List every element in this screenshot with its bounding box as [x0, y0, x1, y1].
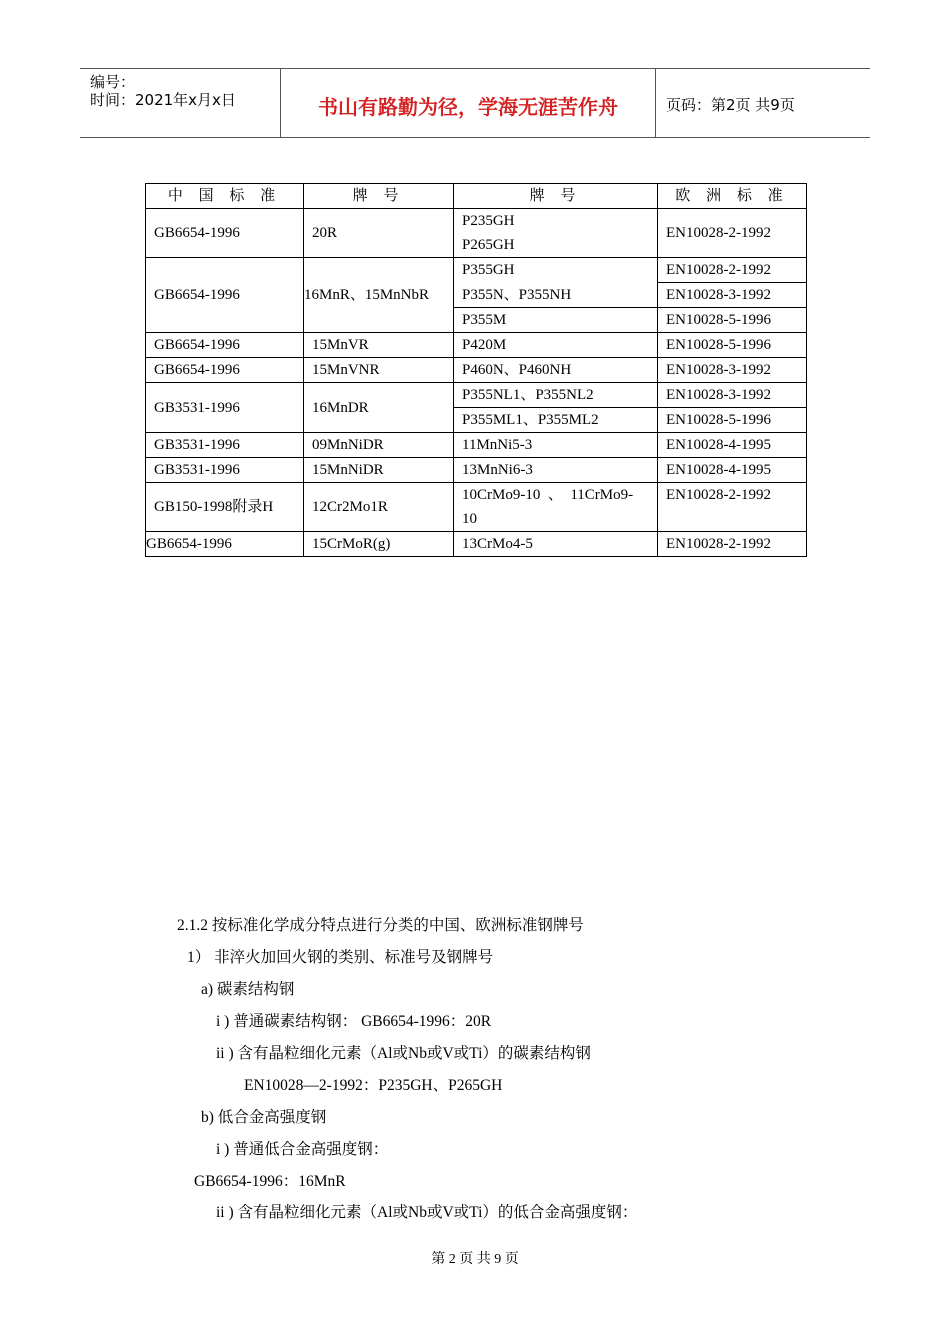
page-footer: 第 2 页 共 9 页	[431, 1252, 519, 1267]
header-page-cell	[656, 69, 870, 137]
subsection-heading: 1） 非淬火加回火钢的类别、标准号及钢牌号	[187, 949, 494, 966]
cn-grade-cell: 15MnNiDR	[304, 458, 454, 483]
item-b-i: i ) 普通低合金高强度钢：	[216, 1141, 389, 1158]
eu-standard-cell: EN10028-2-1992	[658, 483, 807, 532]
cn-standard-cell: GB3531-1996	[146, 383, 304, 433]
cn-grade-cell: 15MnVNR	[304, 358, 454, 383]
eu-grade-cell: 13CrMo4-5	[454, 532, 658, 557]
cn-grade-cell: 15MnVR	[304, 333, 454, 358]
table-row	[146, 209, 807, 234]
standards-table	[145, 183, 807, 557]
table-row	[146, 433, 807, 458]
item-a-i: i ) 普通碳素结构钢： GB6654-1996：20R	[216, 1013, 492, 1030]
cn-standard-cell: GB6654-1996	[146, 532, 304, 557]
eu-grade-cell: P355M	[454, 308, 658, 333]
eu-grade-cell: P355NL1、P355NL2	[454, 383, 658, 408]
cn-grade-cell: 15CrMoR(g)	[304, 532, 454, 557]
cn-standard-cell: GB3531-1996	[146, 458, 304, 483]
cn-grade-cell: 09MnNiDR	[304, 433, 454, 458]
page-header	[80, 68, 870, 138]
eu-standard-cell: EN10028-2-1992	[658, 209, 807, 258]
eu-grade-cell: 11MnNi5-3	[454, 433, 658, 458]
eu-grade-cell: 10CrMo9-10 、 11CrMo9-	[454, 483, 658, 508]
cn-standard-cell: GB6654-1996	[146, 209, 304, 258]
item-a-ii: ii ) 含有晶粒细化元素（Al或Nb或V或Ti）的碳素结构钢	[216, 1045, 591, 1062]
eu-grade-cell: P235GH	[454, 209, 658, 234]
number-label: 编号：	[90, 73, 136, 91]
cn-grade-cell: 16MnDR	[304, 383, 454, 433]
time-label: 时间：2021年x月x日	[90, 91, 236, 109]
eu-grade-cell: P355N、P355NH	[454, 283, 658, 308]
table-row	[146, 258, 807, 283]
cn-grade-cell: 20R	[304, 209, 454, 258]
table-row	[146, 358, 807, 383]
eu-grade-cell: P355ML1、P355ML2	[454, 408, 658, 433]
eu-grade-cell: P460N、P460NH	[454, 358, 658, 383]
eu-standard-cell: EN10028-3-1992	[658, 358, 807, 383]
header-eu-grade: 牌 号	[454, 184, 658, 209]
section-heading: 2.1.2 按标准化学成分特点进行分类的中国、欧洲标准钢牌号	[177, 917, 584, 934]
header-info-cell	[80, 69, 280, 137]
table-row	[146, 532, 807, 557]
eu-grade-cell: 13MnNi6-3	[454, 458, 658, 483]
eu-grade-cell: 10	[454, 507, 658, 532]
header-eu-standard: 欧 洲 标 准	[658, 184, 807, 209]
item-b-ii: ii ) 含有晶粒细化元素（Al或Nb或V或Ti）的低合金高强度钢：	[216, 1204, 638, 1221]
eu-standard-cell: EN10028-4-1995	[658, 433, 807, 458]
cn-standard-cell: GB3531-1996	[146, 433, 304, 458]
page-label: 页码：第2页 共9页	[666, 96, 795, 114]
table-row	[146, 483, 807, 508]
item-a-ii-grades: EN10028—2-1992：P235GH、P265GH	[244, 1077, 503, 1094]
table-row	[146, 383, 807, 408]
table-row	[146, 333, 807, 358]
category-b: b) 低合金高强度钢	[201, 1109, 327, 1126]
cn-grade-cell: 12Cr2Mo1R	[304, 483, 454, 532]
eu-standard-cell: EN10028-3-1992	[658, 283, 807, 308]
eu-standard-cell: EN10028-2-1992	[658, 532, 807, 557]
eu-standard-cell: EN10028-4-1995	[658, 458, 807, 483]
cn-standard-cell: GB6654-1996	[146, 358, 304, 383]
eu-grade-cell: P265GH	[454, 233, 658, 258]
category-a: a) 碳素结构钢	[201, 981, 295, 998]
header-cn-standard: 中 国 标 准	[146, 184, 304, 209]
eu-standard-cell: EN10028-5-1996	[658, 408, 807, 433]
eu-standard-cell: EN10028-3-1992	[658, 383, 807, 408]
eu-standard-cell: EN10028-2-1992	[658, 258, 807, 283]
table-header-row	[146, 184, 807, 209]
eu-standard-cell: EN10028-5-1996	[658, 308, 807, 333]
motto: 书山有路勤为径，学海无涯苦作舟	[318, 95, 618, 119]
table-row	[146, 458, 807, 483]
item-b-i-grades: GB6654-1996：16MnR	[194, 1173, 346, 1190]
cn-standard-cell: GB150-1998附录H	[146, 483, 304, 532]
header-motto-cell	[280, 69, 656, 137]
header-cn-grade: 牌 号	[304, 184, 454, 209]
cn-grade-cell: 16MnR、15MnNbR	[304, 258, 454, 333]
cn-standard-cell: GB6654-1996	[146, 258, 304, 333]
eu-grade-cell: P355GH	[454, 258, 658, 283]
cn-standard-cell: GB6654-1996	[146, 333, 304, 358]
eu-standard-cell: EN10028-5-1996	[658, 333, 807, 358]
eu-grade-cell: P420M	[454, 333, 658, 358]
